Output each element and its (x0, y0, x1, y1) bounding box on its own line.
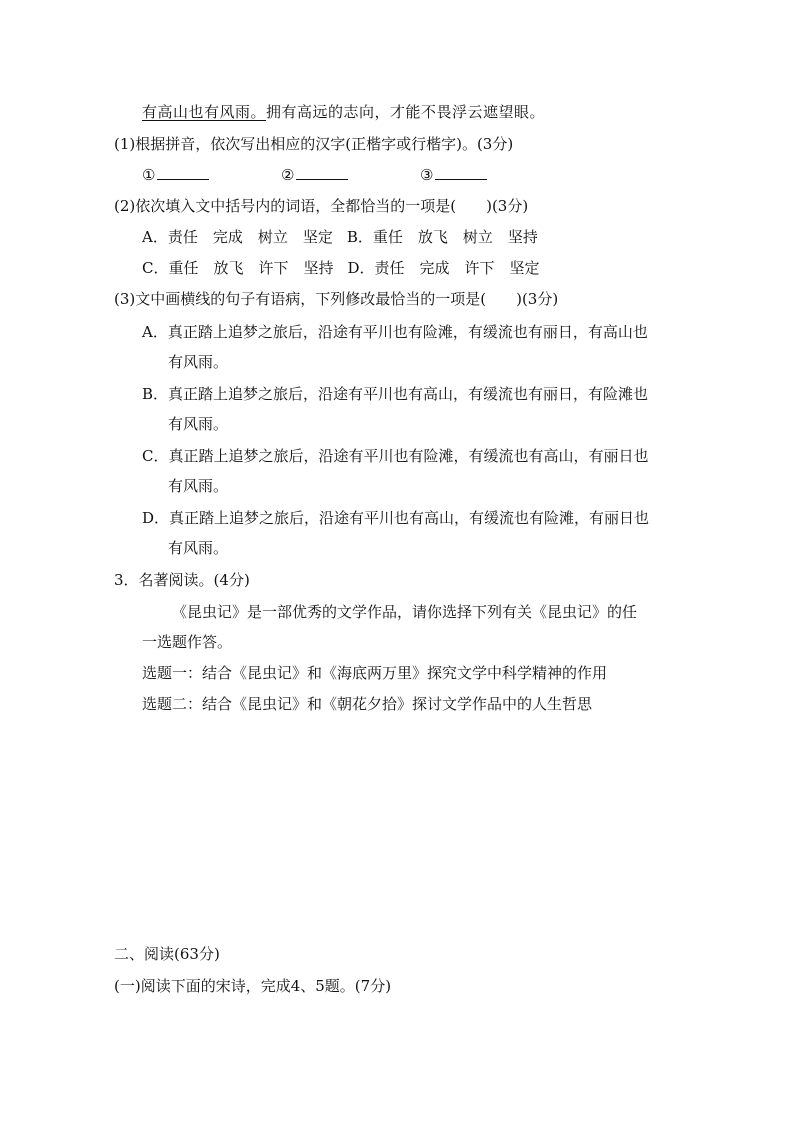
blank-3-label: ③ (420, 166, 434, 184)
blank-3 (435, 165, 487, 180)
q2-stem: (2)依次填入文中括号内的词语，全都恰当的一项是( )(3分) (114, 197, 529, 215)
q2-options-row1 (142, 227, 538, 247)
q-mingzhu-topic2: 选题二：结合《昆虫记》和《朝花夕拾》探讨文学作品中的人生哲思 (142, 695, 593, 713)
q3-stem: (3)文中画横线的句子有语病，下列修改最恰当的一项是( )(3分) (114, 290, 559, 308)
q-mingzhu-topic1: 选题一：结合《昆虫记》和《海底两万里》探究文学中科学精神的作用 (142, 664, 608, 682)
q-mingzhu-para-line1: 《昆虫记》是一部优秀的文学作品，请你选择下列有关《昆虫记》的任 (172, 603, 638, 621)
blank-2 (296, 165, 348, 180)
q2-option-a: A．责任 完成 树立 坚定 (142, 228, 333, 246)
q2-option-d: D．责任 完成 许下 坚定 (347, 259, 540, 277)
q3-option-a-line2: 有风雨。 (168, 353, 229, 371)
q3-option-b-line1: B．真正踏上追梦之旅后，沿途有平川也有高山，有缓流也有丽日，有险滩也 (142, 385, 649, 403)
q3-option-c-line1: C．真正踏上追梦之旅后，沿途有平川也有险滩，有缓流也有高山，有丽日也 (142, 447, 649, 465)
q3-option-c-line2: 有风雨。 (168, 477, 229, 495)
q3-option-d-line1: D．真正踏上追梦之旅后，沿途有平川也有高山，有缓流也有险滩，有丽日也 (142, 509, 650, 527)
blank-1 (157, 165, 209, 180)
top-sentence-rest: 拥有高远的志向，才能不畏浮云遮望眼。 (266, 103, 546, 121)
q2-options-row2 (142, 258, 540, 278)
q-mingzhu-title: 3．名著阅读。(4分) (114, 571, 250, 589)
q2-option-b: B．重任 放飞 树立 坚持 (346, 228, 538, 246)
section-2-subtitle: (一)阅读下面的宋诗，完成4、5题。(7分) (114, 977, 392, 995)
underlined-sentence: 有高山也有风雨。 (142, 103, 267, 121)
section-2-title: 二、阅读(63分) (114, 945, 220, 963)
q3-option-a-line1: A．真正踏上追梦之旅后，沿途有平川也有险滩，有缓流也有丽日，有高山也 (142, 323, 648, 341)
blank-1-label: ① (142, 166, 156, 184)
q1-blanks (142, 165, 487, 185)
q3-option-d-line2: 有风雨。 (168, 539, 229, 557)
q3-option-b-line2: 有风雨。 (168, 415, 229, 433)
top-sentence (142, 102, 545, 122)
q2-option-c: C．重任 放飞 许下 坚持 (142, 259, 334, 277)
q-mingzhu-para-line2: 一选题作答。 (142, 633, 233, 651)
blank-2-label: ② (281, 166, 295, 184)
q1-stem: (1)根据拼音，依次写出相应的汉字(正楷字或行楷字)。(3分) (114, 135, 514, 153)
